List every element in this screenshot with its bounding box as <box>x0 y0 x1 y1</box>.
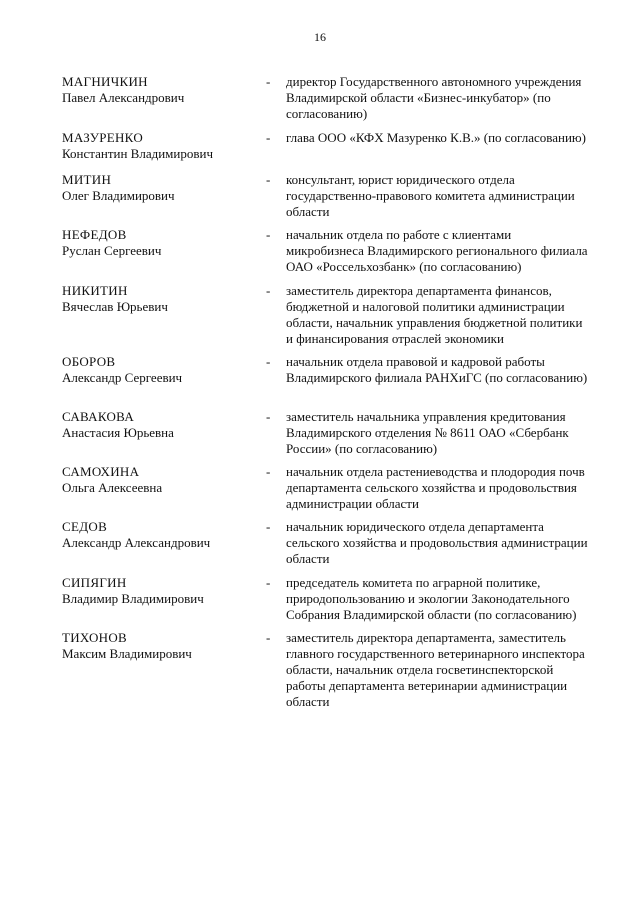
member-surname: СИПЯГИН <box>62 575 127 590</box>
member-name <box>62 172 252 204</box>
member-name <box>62 74 252 106</box>
separator-dash: - <box>266 575 271 590</box>
member-name <box>62 464 252 496</box>
member-role: директор Государственного автономного учреждения Владимирской области «Бизнес-инкубатор» (по согласованию) <box>286 74 582 121</box>
separator-dash: - <box>266 464 271 479</box>
member-given-name: Александр Сергеевич <box>62 370 183 385</box>
member-role: председатель комитета по аграрной политике, природопользованию и экологии Законодательного Собрания Владимирской области (по согласованию) <box>286 575 577 622</box>
member-name <box>62 283 252 315</box>
member-given-name: Александр Александрович <box>62 535 211 550</box>
member-name <box>62 409 252 441</box>
member-role: заместитель начальника управления кредитования Владимирского отделения № 8611 ОАО «Сбербанк России» (по согласованию) <box>286 409 569 456</box>
member-given-name: Павел Александрович <box>62 90 185 105</box>
member-surname: МАГНИЧКИН <box>62 74 148 89</box>
separator-dash: - <box>266 519 271 534</box>
member-given-name: Максим Владимирович <box>62 646 192 661</box>
member-name <box>62 575 252 607</box>
member-surname: САВАКОВА <box>62 409 135 424</box>
member-role: глава ООО «КФХ Мазуренко К.В.» (по согласованию) <box>286 130 586 145</box>
separator-dash: - <box>266 354 271 369</box>
page-number: 16 <box>314 30 326 44</box>
member-given-name: Анастасия Юрьевна <box>62 425 174 440</box>
member-role: заместитель директора департамента, заместитель главного государственного ветеринарного инспектора области, начальник отдела госветинспекторской работы департамента ветеринарии администрации области <box>286 630 585 709</box>
member-role: начальник отдела правовой и кадровой работы Владимирского филиала РАНХиГС (по согласованию) <box>286 354 588 385</box>
member-given-name: Олег Владимирович <box>62 188 175 203</box>
member-given-name: Вячеслав Юрьевич <box>62 299 168 314</box>
member-role: начальник юридического отдела департамента сельского хозяйства и продовольствия администрации области <box>286 519 588 566</box>
member-name <box>62 354 252 386</box>
separator-dash: - <box>266 130 271 145</box>
member-name <box>62 227 252 259</box>
member-surname: НИКИТИН <box>62 283 128 298</box>
separator-dash: - <box>266 74 271 89</box>
member-surname: ТИХОНОВ <box>62 630 127 645</box>
member-surname: ОБОРОВ <box>62 354 116 369</box>
member-name <box>62 130 252 162</box>
member-role: заместитель директора департамента финансов, бюджетной и налоговой политики администрации области, начальник управления бюджетной политики и финансирования отраслей экономики <box>286 283 583 346</box>
member-role: начальник отдела растениеводства и плодородия почв департамента сельского хозяйства и продовольствия администрации области <box>286 464 585 511</box>
separator-dash: - <box>266 172 271 187</box>
member-name <box>62 519 252 551</box>
separator-dash: - <box>266 630 271 645</box>
member-surname: МАЗУРЕНКО <box>62 130 144 145</box>
member-surname: МИТИН <box>62 172 112 187</box>
member-name <box>62 630 252 662</box>
member-role: начальник отдела по работе с клиентами микробизнеса Владимирского регионального филиала ОАО «Россельхозбанк» (по согласованию) <box>286 227 588 274</box>
member-surname: САМОХИНА <box>62 464 140 479</box>
member-given-name: Руслан Сергеевич <box>62 243 162 258</box>
separator-dash: - <box>266 283 271 298</box>
member-given-name: Константин Владимирович <box>62 146 213 161</box>
member-surname: СЕДОВ <box>62 519 108 534</box>
member-role: консультант, юрист юридического отдела государственно-правового комитета администрации области <box>286 172 575 219</box>
separator-dash: - <box>266 227 271 242</box>
member-given-name: Владимир Владимирович <box>62 591 204 606</box>
member-surname: НЕФЕДОВ <box>62 227 127 242</box>
member-given-name: Ольга Алексеевна <box>62 480 163 495</box>
separator-dash: - <box>266 409 271 424</box>
